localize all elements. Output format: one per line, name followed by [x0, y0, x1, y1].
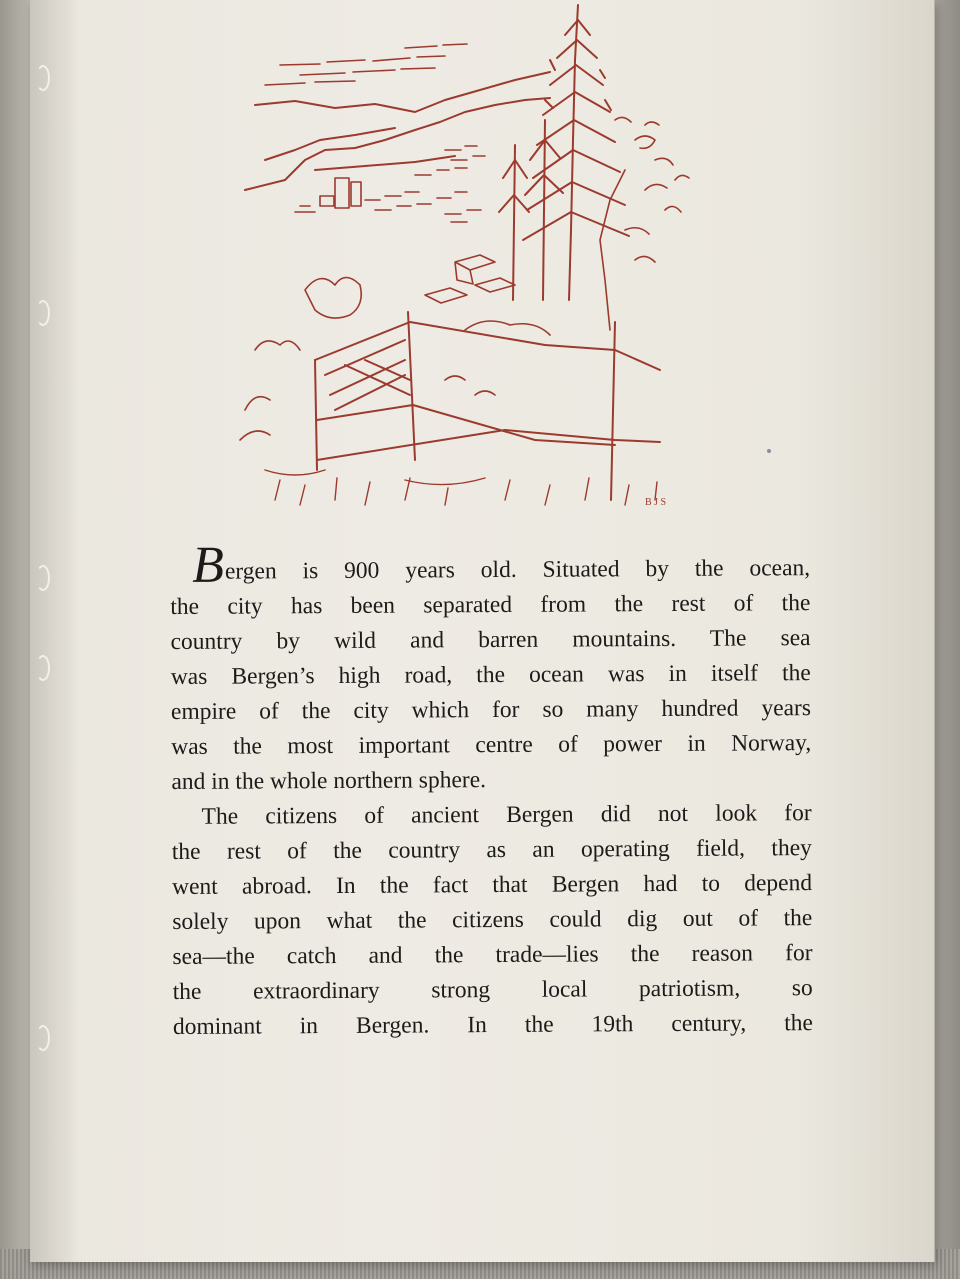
- paragraph-2: [172, 796, 813, 1045]
- binding-stitch: [36, 1025, 50, 1051]
- text-line: empire of the city which for so many hundred years: [170, 695, 812, 725]
- book-page: [30, 0, 935, 1262]
- text-line: went abroad. In the fact that Bergen had to depend: [171, 870, 813, 900]
- binding-stitch: [36, 655, 50, 681]
- text-line: was Bergen’s high road, the ocean was in itself the: [170, 660, 811, 690]
- grass-foreground: [265, 470, 657, 505]
- drop-cap: B: [191, 536, 225, 594]
- pine-tree: [523, 5, 629, 300]
- text-line-content: ergen is 900 years old. Situated by the ocean,: [224, 555, 811, 585]
- binding-stitch: [36, 65, 50, 91]
- body-text: [170, 536, 813, 1045]
- houses: [425, 255, 515, 303]
- text-line: solely upon what the citizens could dig out of the: [172, 905, 813, 935]
- text-line: The citizens of ancient Bergen did not look for: [201, 800, 812, 830]
- paper-speck: [767, 449, 771, 453]
- text-line: and in the whole northern sphere.: [171, 767, 487, 795]
- sky-strokes: [265, 44, 467, 85]
- mountain-ridges: [245, 72, 550, 190]
- text-line: dominant in Bergen. In the 19th century, the: [172, 1010, 813, 1040]
- text-line: sea—the catch and the trade—lies the reason for: [172, 940, 813, 970]
- small-pine-trees: [499, 120, 563, 300]
- page-spine: [30, 0, 78, 1262]
- text-line: the rest of the country as an operating field, they: [171, 835, 812, 865]
- text-line: the city has been separated from the rest of the: [170, 590, 811, 620]
- paragraph-1: [170, 536, 812, 800]
- binding-stitch: [36, 565, 50, 591]
- binding-stitch: [36, 300, 50, 326]
- text-line: was the most important centre of power in Norway,: [171, 730, 812, 760]
- artist-signature: B J S: [645, 497, 667, 508]
- deciduous-tree: [600, 117, 689, 330]
- bergen-sketch-illustration: [205, 0, 725, 520]
- text-line: country by wild and barren mountains. The sea: [170, 625, 811, 655]
- town-buildings: [295, 146, 485, 222]
- text-line: [170, 536, 811, 594]
- bushes: [240, 278, 550, 441]
- fence: [315, 312, 660, 500]
- text-line: the extraordinary strong local patriotism, so: [172, 975, 813, 1005]
